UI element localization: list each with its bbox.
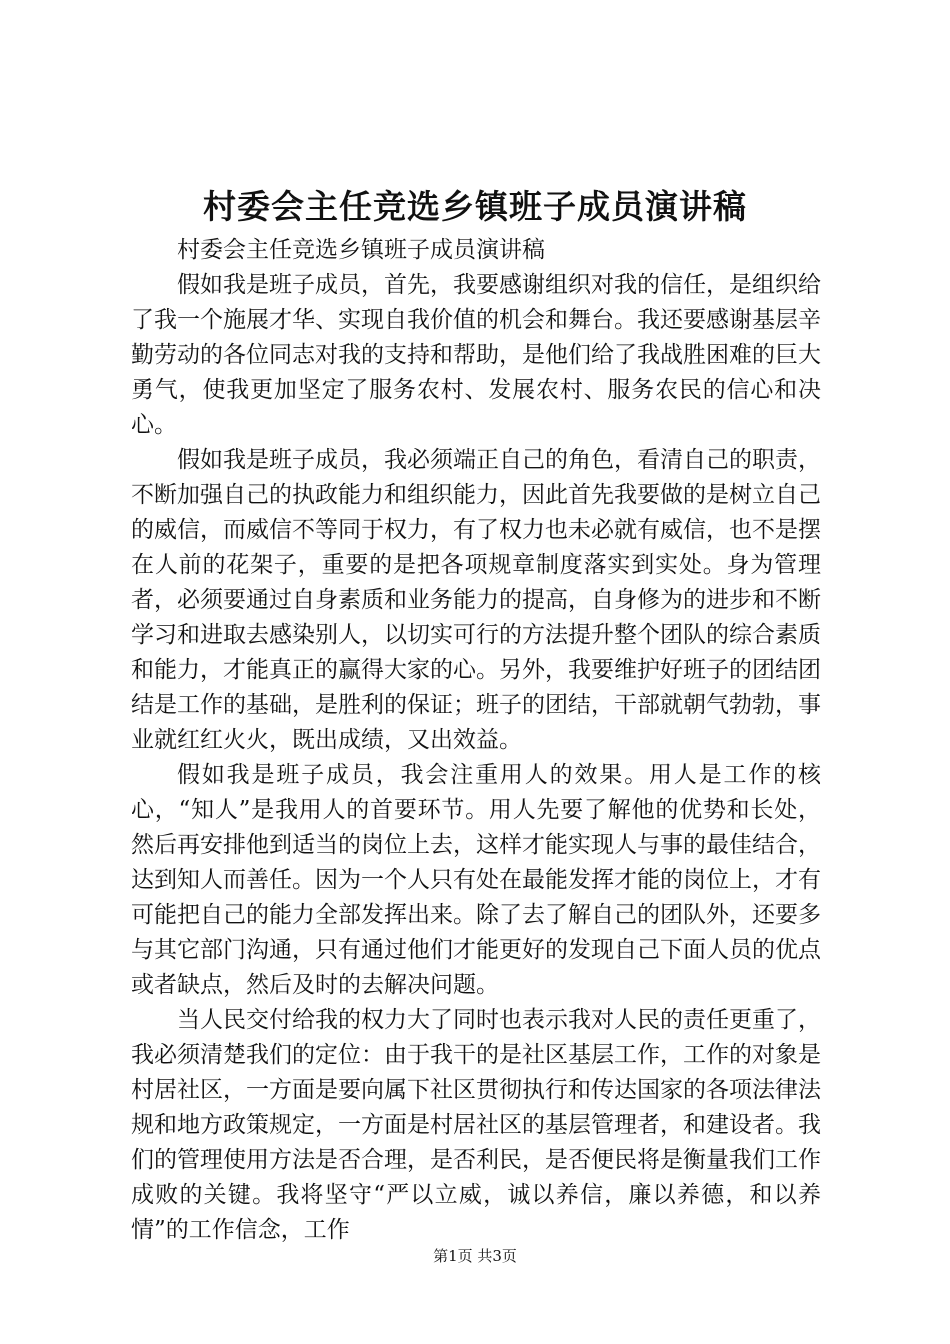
paragraph-subtitle: 村委会主任竞选乡镇班子成员演讲稿	[177, 237, 545, 263]
paragraph: 当人民交付给我的权力大了同时也表示我对人民的责任更重了，我必须清楚我们的定位：由于我干的是社区基层工作，工作的对象是村居社区，一方面是要向属下社区贯彻执行和传达国家的各项法律法规和地方政策规定，一方面是村居社区的基层管理者，和建设者。我们的管理使用方法是否合理，是否利民，是否便民将是衡量我们工作成败的关键。我将坚守“严以立威，诚以养信，廉以养德，和以养情”的工作信念，工作	[131, 1007, 821, 1243]
document-body	[131, 233, 821, 1248]
document-title: 村委会主任竞选乡镇班子成员演讲稿	[203, 187, 747, 226]
paragraph: 假如我是班子成员，首先，我要感谢组织对我的信任，是组织给了我一个施展才华、实现自我价值的机会和舞台。我还要感谢基层辛勤劳动的各位同志对我的支持和帮助，是他们给了我战胜困难的巨大勇气，使我更加坚定了服务农村、发展农村、服务农民的信心和决心。	[131, 272, 821, 438]
paragraph: 假如我是班子成员，我必须端正自己的角色，看清自己的职责，不断加强自己的执政能力和组织能力，因此首先我要做的是树立自己的威信，而威信不等同于权力，有了权力也未必就有威信，也不是摆在人前的花架子，重要的是把各项规章制度落实到实处。身为管理者，必须要通过自身素质和业务能力的提高，自身修为的进步和不断学习和进取去感染别人，以切实可行的方法提升整个团队的综合素质和能力，才能真正的赢得大家的心。另外，我要维护好班子的团结团结是工作的基础，是胜利的保证；班子的团结，干部就朝气勃勃，事业就红红火火，既出成绩，又出效益。	[131, 447, 821, 753]
page-footer: 第1页 共3页	[433, 1247, 517, 1265]
paragraph: 假如我是班子成员，我会注重用人的效果。用人是工作的核心，“知人”是我用人的首要环节。用人先要了解他的优势和长处，然后再安排他到适当的岗位上去，这样才能实现人与事的最佳结合，达到知人而善任。因为一个人只有处在最能发挥才能的岗位上，才有可能把自己的能力全部发挥出来。除了去了解自己的团队外，还要多与其它部门沟通，只有通过他们才能更好的发现自己下面人员的优点或者缺点，然后及时的去解决问题。	[131, 762, 821, 998]
